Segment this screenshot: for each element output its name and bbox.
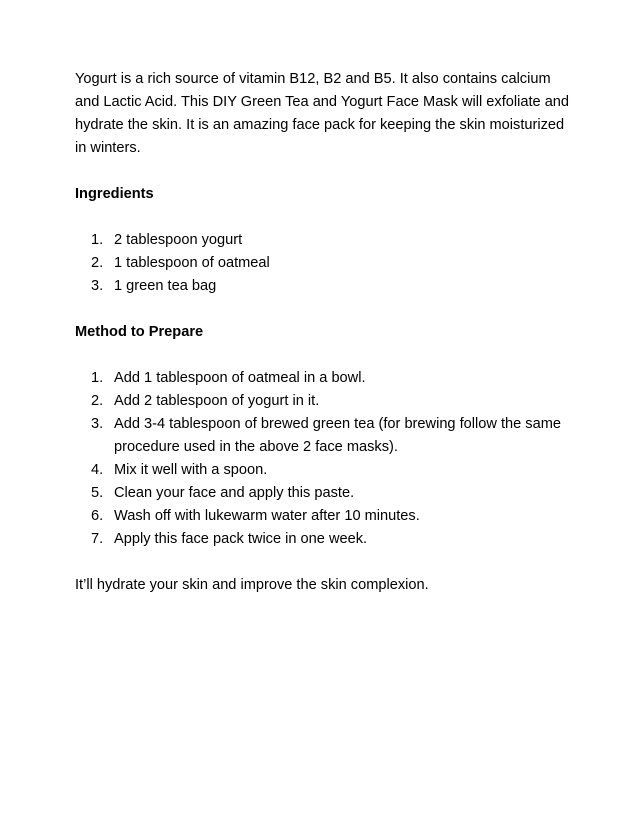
list-item-number: 3.: [91, 278, 104, 294]
list-item-text: Apply this face pack twice in one week.: [114, 531, 368, 547]
list-item-number: 3.: [91, 416, 104, 432]
spacer: [75, 344, 575, 367]
list-item: [75, 229, 575, 252]
list-item-text: Add 1 tablespoon of oatmeal in a bowl.: [114, 370, 366, 386]
closing-paragraph: It’ll hydrate your skin and improve the skin complexion.: [75, 577, 429, 593]
list-item: [75, 413, 575, 459]
list-item: [75, 252, 575, 275]
list-item-number: 2.: [91, 393, 104, 409]
list-item-text: 1 tablespoon of oatmeal: [114, 255, 270, 271]
list-item-text: Add 3-4 tablespoon of brewed green tea (for brewing follow the same procedure used in the above 2 face masks).: [114, 416, 561, 455]
list-item-number: 5.: [91, 485, 104, 501]
list-item: [75, 275, 575, 298]
list-item-text: Wash off with lukewarm water after 10 minutes.: [114, 508, 420, 524]
list-item: [75, 505, 575, 528]
list-item-text: 2 tablespoon yogurt: [114, 232, 243, 248]
list-item-number: 2.: [91, 255, 104, 271]
list-item-number: 1.: [91, 370, 104, 386]
method-steps-list: [75, 367, 575, 551]
list-item-text: Clean your face and apply this paste.: [114, 485, 355, 501]
spacer: [75, 298, 575, 321]
list-item-text: Mix it well with a spoon.: [114, 462, 268, 478]
ingredients-heading: Ingredients: [75, 186, 154, 202]
spacer: [75, 206, 575, 229]
list-item: [75, 459, 575, 482]
list-item-number: 6.: [91, 508, 104, 524]
list-item-number: 4.: [91, 462, 104, 478]
list-item: [75, 528, 575, 551]
document-page: [75, 68, 575, 597]
spacer: [75, 551, 575, 574]
list-item-number: 1.: [91, 232, 104, 248]
method-heading: Method to Prepare: [75, 324, 204, 340]
intro-paragraph: Yogurt is a rich source of vitamin B12, B2 and B5. It also contains calcium and Lactic Acid. This DIY Green Tea and Yogurt Face Mask will exfoliate and hydrate the skin. It is an amazing face pack for keeping the skin moisturized in winters.: [75, 71, 570, 156]
list-item: [75, 482, 575, 505]
spacer: [75, 160, 575, 183]
ingredients-list: [75, 229, 575, 298]
list-item: [75, 390, 575, 413]
list-item-text: 1 green tea bag: [114, 278, 217, 294]
list-item-text: Add 2 tablespoon of yogurt in it.: [114, 393, 320, 409]
list-item: [75, 367, 575, 390]
list-item-number: 7.: [91, 531, 104, 547]
